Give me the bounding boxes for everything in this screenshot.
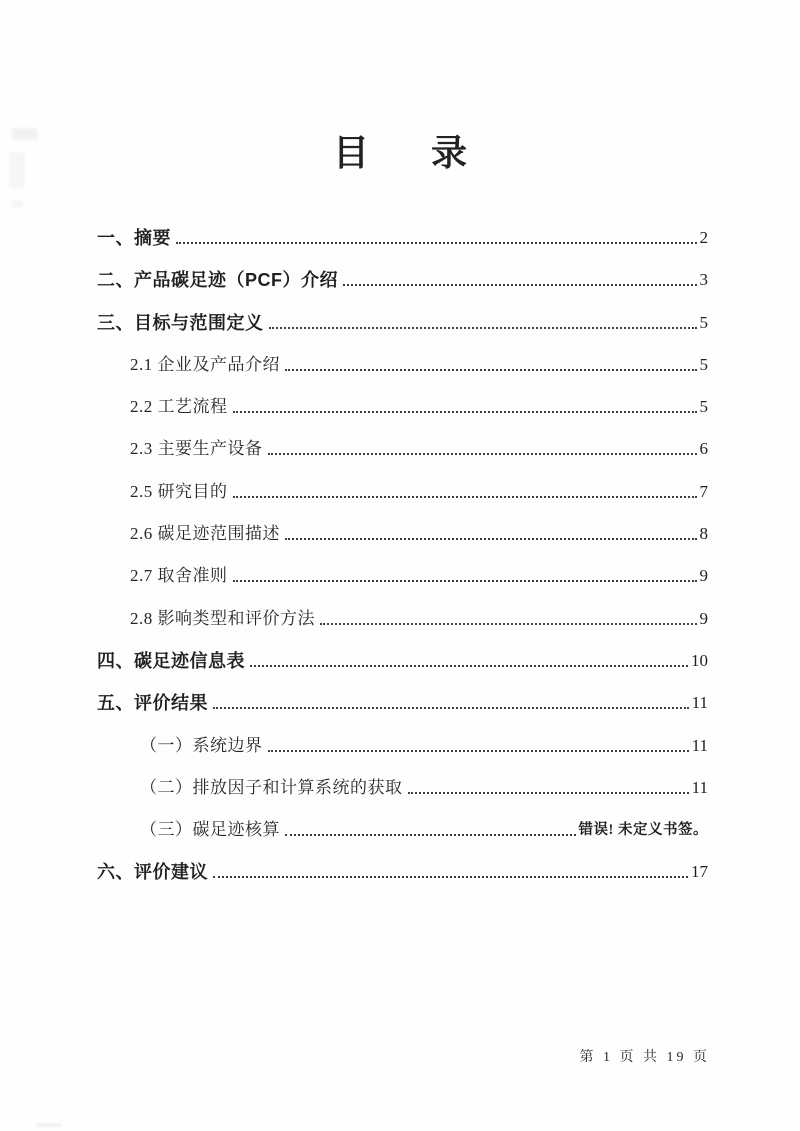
- toc-entry-page: 7: [699, 481, 708, 501]
- toc-entry-label: 2.1 企业及产品介绍: [130, 354, 280, 374]
- dotted-leader-icon: [268, 453, 697, 455]
- toc-entry-page: 11: [691, 777, 708, 797]
- toc-entry-label: 2.5 研究目的: [130, 481, 228, 501]
- toc-entry[interactable]: [97, 355, 708, 375]
- toc-entry[interactable]: [97, 820, 708, 840]
- toc-entry[interactable]: [97, 228, 708, 248]
- toc-entry-label: （一）系统边界: [140, 735, 263, 755]
- toc-entry[interactable]: [97, 439, 708, 459]
- toc-entry-label: 四、碳足迹信息表: [97, 650, 245, 671]
- toc-entry-page: 17: [691, 862, 708, 882]
- toc-entry-page: 11: [691, 693, 708, 713]
- toc-entry-page: 5: [699, 354, 708, 374]
- toc-entry-page: 8: [699, 524, 708, 544]
- toc-entry[interactable]: [97, 482, 708, 502]
- toc-entry-page: 6: [699, 439, 708, 459]
- toc-entry[interactable]: [97, 270, 708, 290]
- toc-entry-label: 一、摘要: [97, 228, 171, 248]
- page-footer: 第 1 页 共 19 页: [579, 1050, 710, 1065]
- toc-entry-label: 2.3 主要生产设备: [130, 439, 263, 459]
- toc-entry[interactable]: [97, 651, 708, 671]
- toc-entry-label: （三）碳足迹核算: [140, 820, 280, 840]
- dotted-leader-icon: [269, 327, 697, 329]
- dotted-leader-icon: [213, 707, 689, 709]
- dotted-leader-icon: [233, 496, 697, 498]
- dotted-leader-icon: [176, 242, 697, 244]
- scan-artifact: [12, 128, 38, 140]
- dotted-leader-icon: [250, 665, 688, 667]
- toc-entry[interactable]: [97, 609, 708, 629]
- dotted-leader-icon: [285, 369, 697, 371]
- toc-entry-label: （二）排放因子和计算系统的获取: [140, 777, 403, 797]
- scan-artifact: [11, 200, 23, 208]
- toc-entry[interactable]: [97, 397, 708, 417]
- toc-entry-label: 2.6 碳足迹范围描述: [130, 524, 280, 544]
- toc-entry-label: 三、目标与范围定义: [97, 312, 264, 333]
- dotted-leader-icon: [408, 792, 689, 794]
- toc-entry-page: 3: [699, 270, 708, 290]
- toc-entry[interactable]: [97, 524, 708, 544]
- toc-entry-page: 11: [691, 735, 708, 755]
- toc-entry-label: 2.2 工艺流程: [130, 397, 228, 417]
- toc-entry-label: 2.8 影响类型和评价方法: [130, 608, 315, 628]
- toc-entry[interactable]: [97, 862, 708, 882]
- page-title: 目 录: [332, 132, 493, 173]
- toc-entry-page: 错误! 未定义书签。: [578, 822, 708, 839]
- toc-entry[interactable]: [97, 693, 708, 713]
- toc-entry-page: 10: [691, 650, 708, 670]
- dotted-leader-icon: [213, 876, 688, 878]
- scan-artifact: [36, 1123, 62, 1127]
- toc-entry[interactable]: [97, 313, 708, 333]
- toc-entry[interactable]: [97, 778, 708, 798]
- toc-entry-label: 五、评价结果: [97, 693, 208, 714]
- toc-entry-page: 2: [699, 228, 708, 247]
- toc-entry-label: 二、产品碳足迹（PCF）介绍: [97, 270, 338, 291]
- toc-entry-page: 5: [699, 312, 708, 332]
- dotted-leader-icon: [233, 580, 697, 582]
- dotted-leader-icon: [233, 411, 697, 413]
- toc-list: [97, 228, 708, 882]
- toc-entry-label: 2.7 取舍准则: [130, 566, 228, 586]
- scan-artifact: [9, 152, 25, 188]
- toc-entry-page: 9: [699, 566, 708, 586]
- toc-entry-page: 5: [699, 397, 708, 417]
- toc-entry-page: 9: [699, 608, 708, 628]
- toc-entry[interactable]: [97, 566, 708, 586]
- dotted-leader-icon: [285, 834, 576, 836]
- dotted-leader-icon: [285, 538, 697, 540]
- dotted-leader-icon: [320, 623, 697, 625]
- dotted-leader-icon: [268, 750, 689, 752]
- dotted-leader-icon: [343, 284, 697, 286]
- toc-entry-label: 六、评价建议: [97, 862, 208, 883]
- toc-entry[interactable]: [97, 736, 708, 756]
